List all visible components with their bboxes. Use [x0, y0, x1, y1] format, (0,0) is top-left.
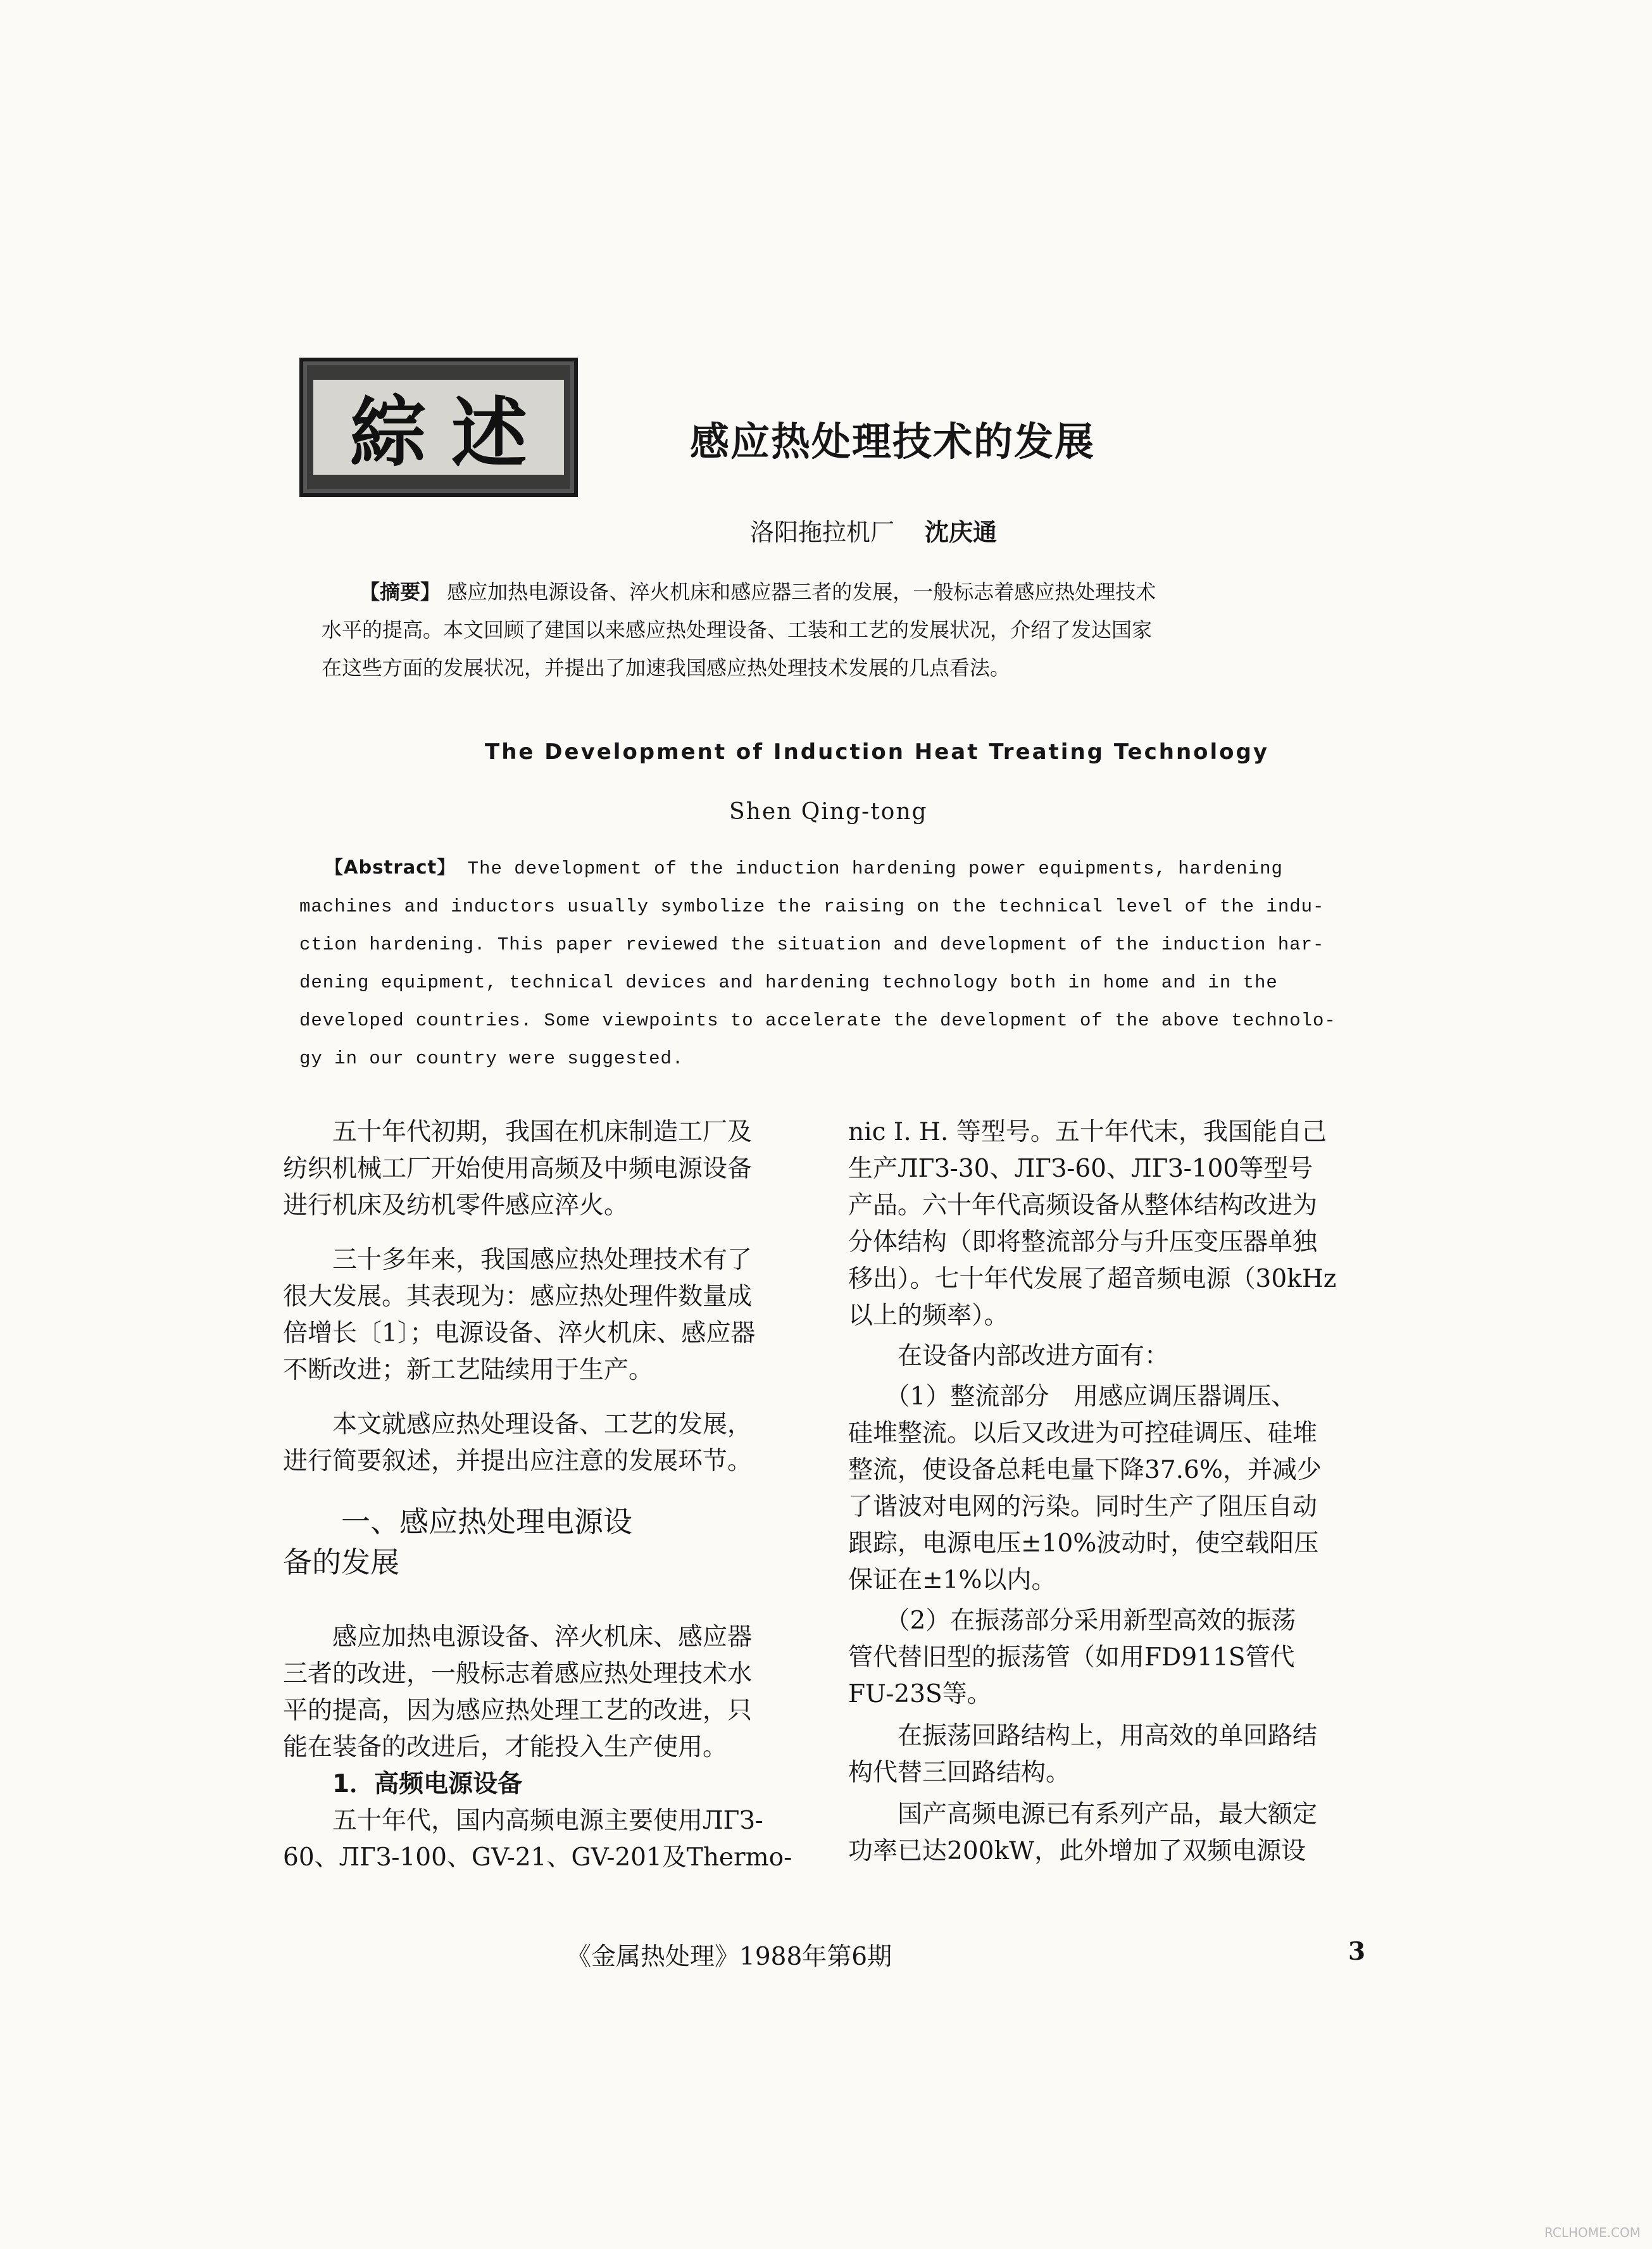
- text-line: 整流，使设备总耗电量下降37.6%，并减少: [848, 1456, 1322, 1484]
- text-line: 在振荡回路结构上，用高效的单回路结: [848, 1722, 1318, 1750]
- heading-line: 备的发展: [283, 1545, 399, 1579]
- text-line: （2）在振荡部分采用新型高效的振荡: [848, 1607, 1296, 1635]
- text-line: nic I. H. 等型号。五十年代末，我国能自己: [848, 1118, 1327, 1146]
- text-line: 保证在±1%以内。: [848, 1566, 1056, 1594]
- body-column-left: [283, 1114, 808, 1876]
- text-line: 能在装备的改进后，才能投入生产使用。: [283, 1733, 728, 1762]
- section-stamp: [299, 358, 578, 497]
- text-line: 分体结构（即将整流部分与升压变压器单独: [848, 1228, 1318, 1256]
- text-line: 三十多年来，我国感应热处理技术有了: [283, 1246, 753, 1274]
- abstract-cn-line: 感应加热电源设备、淬火机床和感应器三者的发展，一般标志着感应热处理技术: [447, 580, 1156, 604]
- abstract-english: [299, 848, 1369, 1078]
- abstract-en-label: 【Abstract】: [325, 856, 456, 878]
- text-line: 平的提高，因为感应热处理工艺的改进，只: [283, 1696, 753, 1725]
- abstract-en-line: dening equipment, technical devices and hardening technology both in home and in the: [299, 972, 1278, 993]
- text-line: 倍增长〔1〕；电源设备、淬火机床、感应器: [283, 1319, 756, 1348]
- abstract-en-line: ction hardening. This paper reviewed the situation and development of the induction har-: [299, 934, 1325, 955]
- paragraph: [848, 1114, 1405, 1334]
- text-line: 管代替旧型的振荡管（如用FD911S管代: [848, 1643, 1295, 1672]
- text-line: 60、ЛГЗ-100、GV-21、GV-201及Thermo-: [283, 1843, 792, 1872]
- paragraph: [283, 1803, 808, 1876]
- paragraph: [848, 1718, 1405, 1791]
- author-line: [750, 513, 997, 548]
- abstract-en-line: The development of the induction hardening power equipments, hardening: [467, 858, 1283, 879]
- paragraph: [848, 1603, 1405, 1713]
- subsection-heading: 1．高频电源设备: [283, 1770, 523, 1798]
- abstract-cn-line: 水平的提高。本文回顾了建国以来感应热处理设备、工装和工艺的发展状况，介绍了发达国家: [322, 618, 1153, 642]
- author-name: 沈庆通: [925, 518, 998, 546]
- paragraph: [283, 1242, 808, 1389]
- text-line: 了谐波对电网的污染。同时生产了阻压自动: [848, 1493, 1318, 1521]
- paragraph: [283, 1619, 808, 1766]
- text-line: 硅堆整流。以后又改进为可控硅调压、硅堆: [848, 1419, 1318, 1448]
- abstract-en-line: developed countries. Some viewpoints to accelerate the development of the above technolo-: [299, 1010, 1336, 1031]
- journal-footer: 《金属热处理》1988年第6期: [566, 1943, 892, 1971]
- abstract-en-line: machines and inductors usually symbolize the raising on the technical level of the indu-: [299, 896, 1325, 917]
- abstract-cn-label: 【摘要】: [360, 580, 441, 604]
- text-line: 国产高频电源已有系列产品，最大额定: [848, 1800, 1318, 1829]
- text-line: 本文就感应热处理设备、工艺的发展，: [283, 1410, 753, 1439]
- page-number: 3: [1348, 1937, 1366, 1966]
- text-line: 在设备内部改进方面有：: [848, 1342, 1170, 1370]
- watermark: RCLHOME.COM: [1544, 2225, 1641, 2240]
- text-line: 五十年代，国内高频电源主要使用ЛГЗ-: [283, 1807, 763, 1835]
- text-line: 跟踪，电源电压±10%波动时，使空载阳压: [848, 1529, 1319, 1558]
- text-line: 进行简要叙述，并提出应注意的发展环节。: [283, 1447, 753, 1475]
- heading-line: 一、感应热处理电源设: [283, 1505, 632, 1539]
- paragraph: [283, 1114, 808, 1224]
- text-line: 构代替三回路结构。: [848, 1758, 1071, 1787]
- article-title: 感应热处理技术的发展: [690, 418, 1096, 465]
- article-title-english: The Development of Induction Heat Treating Technology: [485, 739, 1270, 765]
- body-column-right: [848, 1114, 1405, 1870]
- text-line: 以上的频率）。: [848, 1301, 1009, 1330]
- abstract-en-line: gy in our country were suggested.: [299, 1048, 684, 1069]
- text-line: 纺织机械工厂开始使用高频及中频电源设备: [283, 1155, 753, 1183]
- paragraph: [848, 1379, 1405, 1599]
- author-name-english: Shen Qing-tong: [729, 799, 928, 825]
- text-line: 三者的改进，一般标志着感应热处理技术水: [283, 1660, 753, 1688]
- section-heading: [283, 1501, 808, 1582]
- text-line: FU-23S等。: [848, 1680, 992, 1708]
- paragraph: [848, 1796, 1405, 1870]
- text-line: 功率已达200kW，此外增加了双频电源设: [848, 1837, 1306, 1865]
- text-line: （1）整流部分 用感应调压器调压、: [848, 1382, 1296, 1411]
- text-line: 进行机床及纺机零件感应淬火。: [283, 1191, 629, 1220]
- abstract-cn-line: 在这些方面的发展状况，并提出了加速我国感应热处理技术发展的几点看法。: [322, 656, 1011, 680]
- text-line: 感应加热电源设备、淬火机床、感应器: [283, 1623, 753, 1651]
- section-stamp-text: 綜述: [313, 380, 564, 475]
- text-line: 产品。六十年代高频设备从整体结构改进为: [848, 1191, 1318, 1220]
- text-line: 移出）。七十年代发展了超音频电源（30kHz: [848, 1265, 1337, 1293]
- text-line: 很大发展。其表现为：感应热处理件数量成: [283, 1282, 753, 1311]
- text-line: 生产ЛГЗ-30、ЛГЗ-60、ЛГЗ-100等型号: [848, 1155, 1313, 1183]
- text-line: 不断改进；新工艺陆续用于生产。: [283, 1356, 654, 1384]
- abstract-chinese: [322, 573, 1347, 687]
- text-line: 五十年代初期，我国在机床制造工厂及: [283, 1118, 753, 1146]
- paragraph: [283, 1406, 808, 1480]
- author-affiliation: 洛阳拖拉机厂: [750, 518, 895, 546]
